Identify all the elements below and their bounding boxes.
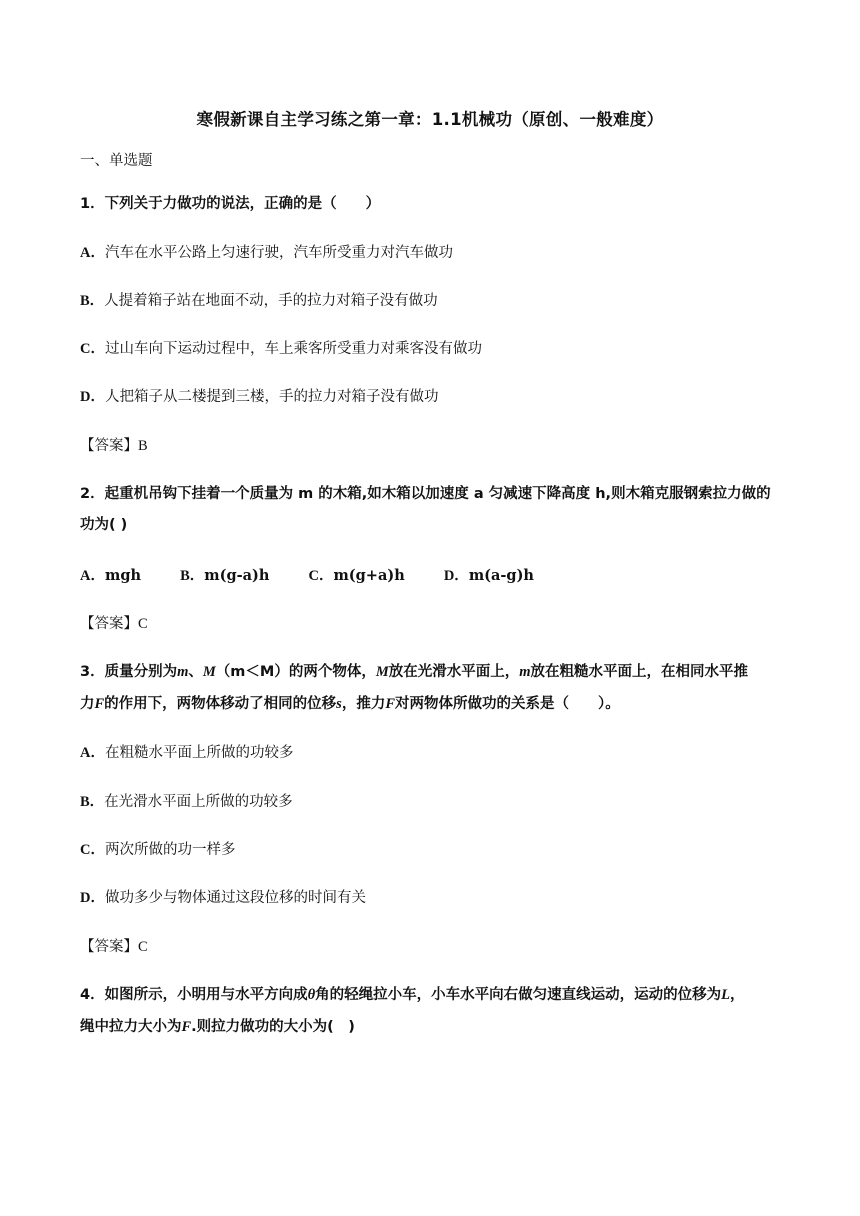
q2-answer: 【答案】C	[80, 616, 148, 632]
question-text: 起重机吊钩下挂着一个质量为 m 的木箱,如木箱以加速度 a 匀减速下降高度 h,则木箱克服钢索拉力做的	[104, 486, 771, 502]
question-number: 2．	[80, 486, 105, 502]
q2-option-d: D．m(a-g)h	[443, 567, 534, 584]
q1-answer: 【答案】B	[80, 438, 148, 454]
question-2-stem-cont: 功为( )	[80, 517, 128, 533]
q2-options	[80, 564, 568, 585]
q1-option-c: C．过山车向下运动过程中，车上乘客所受重力对乘客没有做功	[80, 341, 482, 357]
question-number: 4．	[80, 987, 105, 1003]
q2-option-a: A．mgh	[80, 567, 142, 584]
q3-option-b: B．在光滑水平面上所做的功较多	[80, 794, 293, 810]
page-title: 寒假新课自主学习练之第一章：1.1机械功（原创、一般难度）	[196, 110, 664, 129]
q1-option-a: A．汽车在水平公路上匀速行驶，汽车所受重力对汽车做功	[80, 245, 453, 261]
q1-option-d: D．人把箱子从二楼提到三楼，手的拉力对箱子没有做功	[80, 389, 439, 405]
section-heading: 一、单选题	[80, 153, 153, 169]
q3-option-d: D．做功多少与物体通过这段位移的时间有关	[80, 890, 366, 906]
question-number: 3．	[80, 664, 105, 680]
q3-option-a: A．在粗糙水平面上所做的功较多	[80, 745, 294, 761]
question-1-stem	[80, 192, 380, 213]
question-2-stem	[80, 482, 771, 503]
q3-answer: 【答案】C	[80, 939, 148, 955]
question-4-stem: 4．如图所示，小明用与水平方向成θ角的轻绳拉小车，小车水平向右做匀速直线运动，运动的位移为L，	[80, 987, 745, 1003]
q3-option-c: C．两次所做的功一样多	[80, 842, 236, 858]
question-3-stem: 3．质量分别为m、M（m＜M）的两个物体，M放在光滑水平面上，m放在粗糙水平面上，在相同水平推	[80, 664, 749, 680]
question-4-stem-cont: 绳中拉力大小为F.则拉力做功的大小为( )	[80, 1019, 355, 1035]
q1-option-b: B．人提着箱子站在地面不动，手的拉力对箱子没有做功	[80, 293, 438, 309]
q2-option-c: C．m(g+a)h	[308, 567, 405, 584]
q2-option-b: B．m(g-a)h	[180, 567, 270, 584]
question-text: 下列关于力做功的说法，正确的是（ ）	[104, 196, 381, 212]
question-number: 1．	[80, 196, 105, 212]
question-3-stem-cont: 力F的作用下，两物体移动了相同的位移s，推力F对两物体所做功的关系是（ ）。	[80, 696, 620, 712]
